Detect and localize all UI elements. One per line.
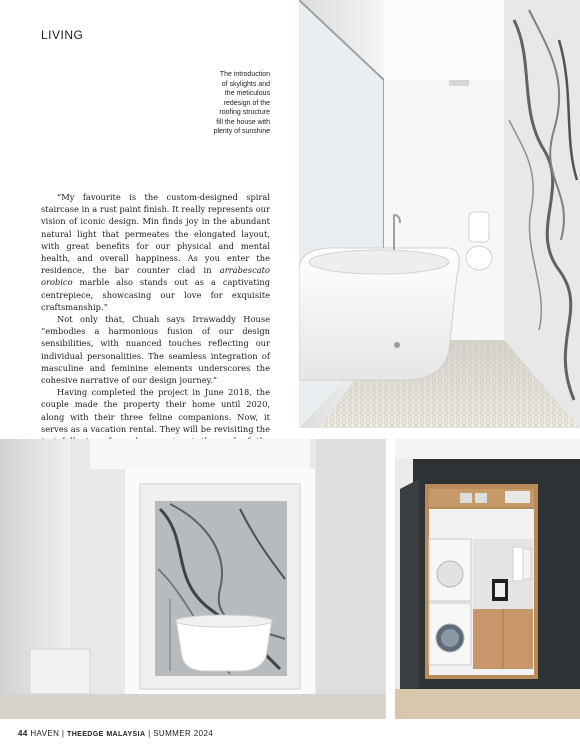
caption-line: roofing structure — [219, 109, 270, 116]
caption-line: fill the house with — [216, 118, 270, 126]
footer-separator: | — [148, 729, 151, 738]
photo-caption — [196, 70, 270, 137]
caption-line: of skylights and — [221, 80, 270, 88]
niche-illustration — [0, 439, 386, 719]
publisher-prefix: THE — [67, 731, 83, 738]
issue-label: SUMMER 2024 — [153, 729, 214, 738]
article-paragraph-3: Having completed the project in June 2018, the couple made the property their home until 2020, along with their three feline companions. Now, it serves as a vacation rental. They will be revisiting the — [41, 386, 270, 471]
page-footer — [18, 729, 213, 738]
footer-separator: | — [61, 729, 65, 738]
article-paragraph-1: “My favourite is the custom-designed spiral staircase in a rust paint finish. It really represents our vision of iconic design. Min finds joy in the abundant natural light that permeates the elongated layout, with great benefits for our physical and mental health, and overall happiness. As you enter the residence, the bar counter clad in arrabescato orobico marble also stands out as a captivating centrepiece, showcasing our love for exquisite craftsmanship.” — [41, 192, 271, 312]
niche-bathtub-photo — [0, 439, 386, 719]
marble-name: arrabescato orobico — [41, 265, 270, 288]
caption-line: the meticulous — [224, 90, 270, 97]
caption-line: The introduction — [219, 71, 270, 78]
article-paragraph-2: Not only that, Chuah says Irrawaddy House “embodies a harmonious fusion of our design sensibilities, with nuanced touches reflecting our individual personalities. The seamless integration of masculine and feminine elements underscores the cohesive narrative of our design journey.” — [41, 314, 270, 386]
caption-line: redesign of the — [223, 99, 270, 107]
publisher-main: EDGE — [82, 731, 104, 738]
laundry-illustration — [395, 439, 580, 719]
publisher-suffix: MALAYSIA — [106, 731, 146, 738]
caption-line: plenty of sunshine — [213, 128, 270, 135]
bathroom-illustration — [299, 0, 580, 428]
page-number: 44 — [18, 729, 28, 738]
laundry-photo — [395, 439, 580, 719]
section-label: LIVING — [41, 28, 84, 42]
bathroom-photo — [299, 0, 580, 428]
magazine-name: HAVEN — [30, 729, 60, 738]
article-body — [41, 191, 270, 472]
